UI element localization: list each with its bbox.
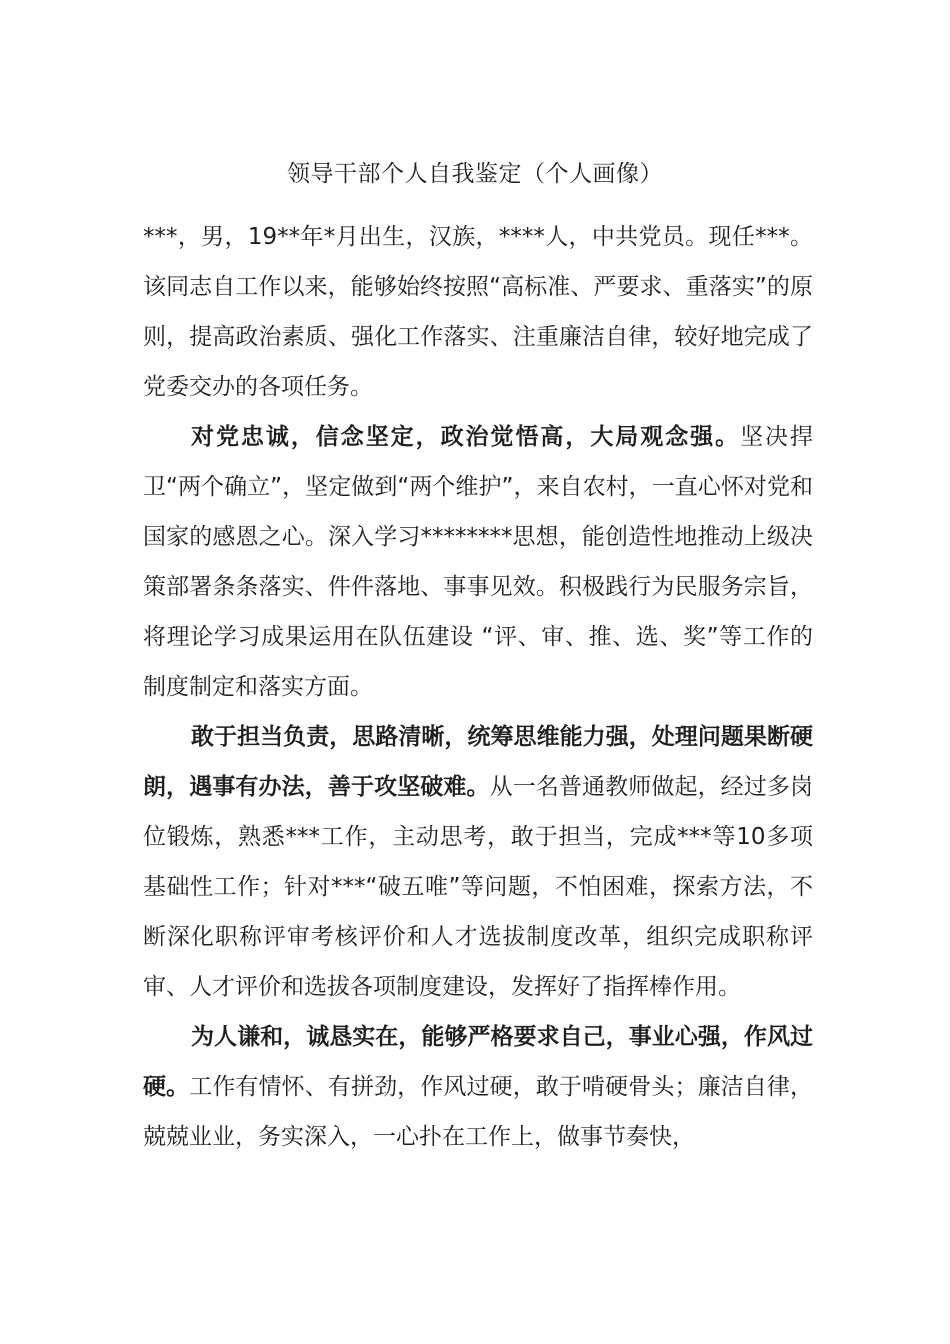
paragraph-intro-text: ***，男，19**年*月出生，汉族，****人，中共党员。现任***。该同志自工作以来，能够始终按照“高标准、严要求、重落实”的原则，提高政治素质、强化工作落实、注重廉洁自律，较好地完成了党委交办的各项任务。 xyxy=(143,224,813,400)
paragraph-responsibility-text: 从一名普通教师做起，经过多岗位锻炼，熟悉***工作，主动思考，敢于担当，完成***等10多项基础性工作；针对***“破五唯”等问题，不怕困难，探索方法，不断深化职称评审考核评价和人才选拔制度改革，组织完成职称评审、人才评价和选拔各项制度建设，发挥好了指挥棒作用。 xyxy=(143,774,814,1000)
paragraph-intro xyxy=(143,212,813,412)
paragraph-character xyxy=(143,1012,813,1162)
document-title: 领导干部个人自我鉴定（个人画像） xyxy=(287,161,663,187)
paragraph-loyalty-lead: 对党忠诚，信念坚定，政治觉悟高，大局观念强。 xyxy=(191,424,741,450)
paragraph-character-lead: 为人谦和，诚恳实在，能够严格要求自己，事业心强，作风过硬。 xyxy=(143,1024,813,1100)
paragraph-loyalty xyxy=(143,412,813,712)
paragraph-responsibility xyxy=(143,712,813,1012)
paragraph-responsibility-lead: 敢于担当负责，思路清晰，统筹思维能力强，处理问题果断硬朗，遇事有办法，善于攻坚破难。 xyxy=(143,724,813,800)
document-body xyxy=(143,212,813,1162)
paragraph-character-text: 工作有情怀、有拼劲，作风过硬，敢于啃硬骨头；廉洁自律，兢兢业业，务实深入，一心扑在工作上，做事节奏快， xyxy=(143,1074,814,1150)
paragraph-loyalty-text: 坚决捍卫“两个确立”，坚定做到“两个维护”，来自农村，一直心怀对党和国家的感恩之心。深入学习********思想，能创造性地推动上级决策部署条条落实、件件落地、事事见效。积极践行为民服务宗旨，将理论学习成果运用在队伍建设 “评、审、推、选、奖”等工作的制度制定和落实方面。 xyxy=(143,424,814,700)
